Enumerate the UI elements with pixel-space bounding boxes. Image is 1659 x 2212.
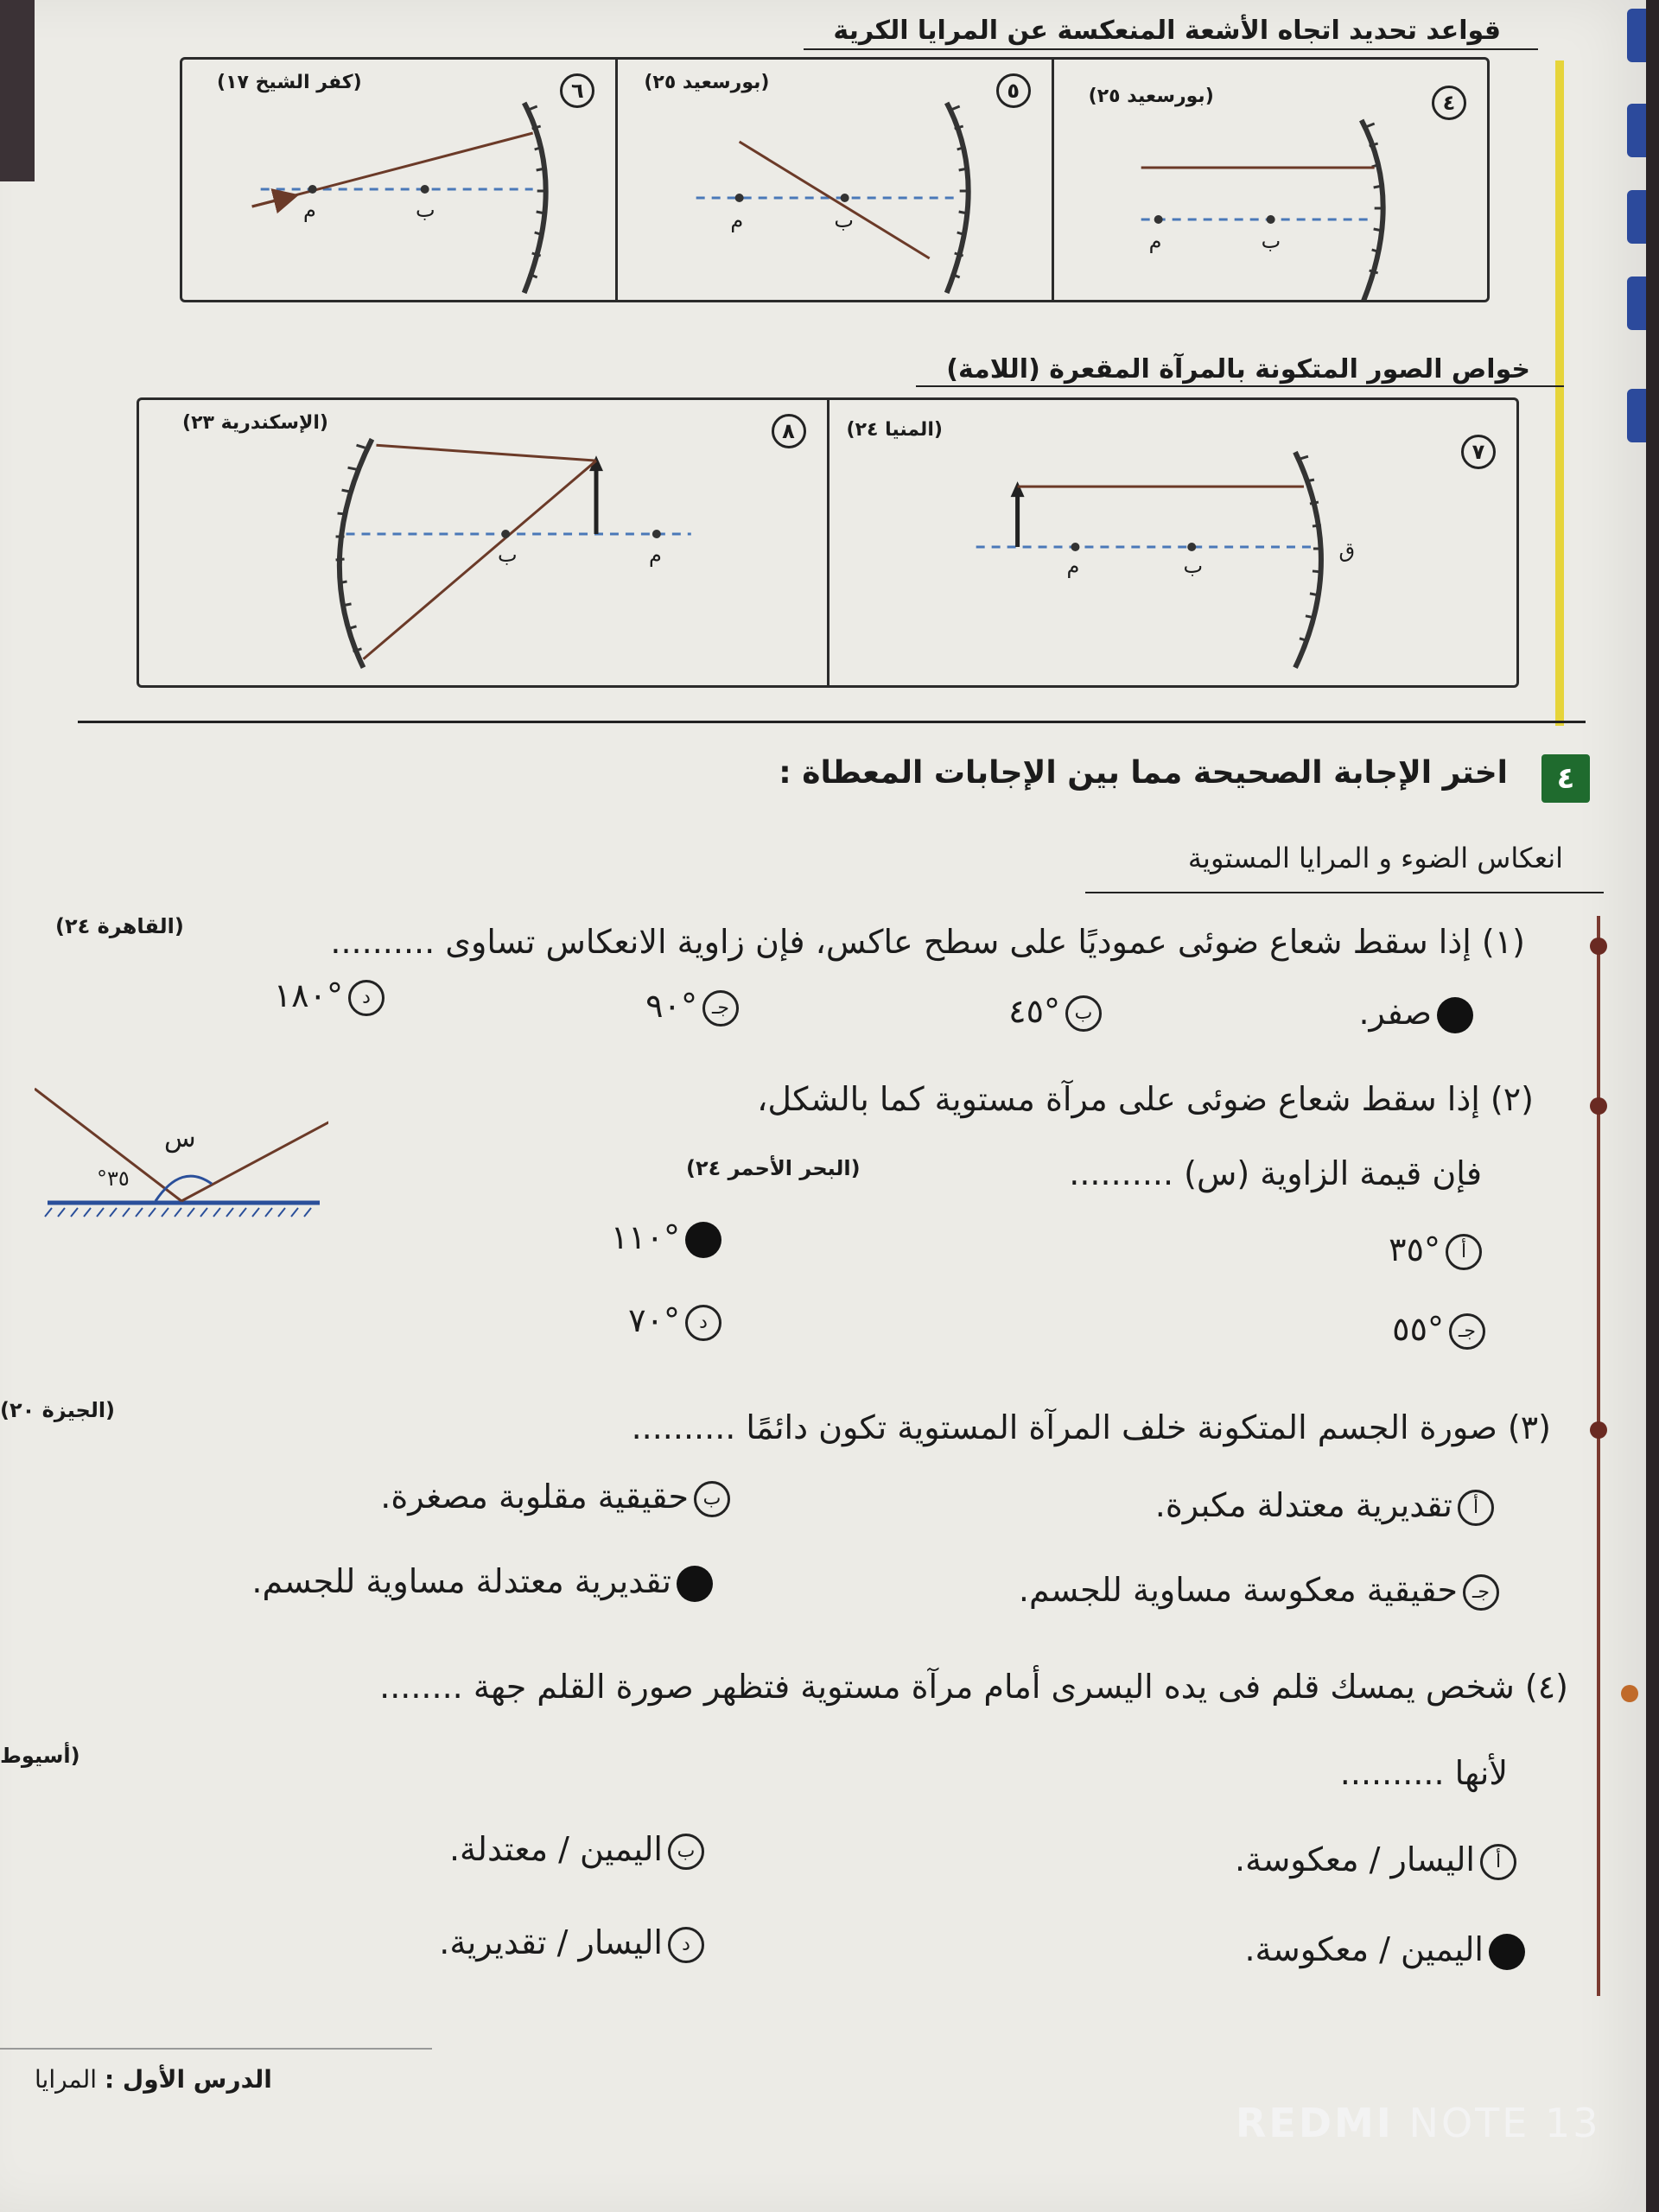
spiral-binding	[1627, 389, 1646, 442]
question-2-text: (٢) إذا سقط شعاع ضوئى على مرآة مستوية كما بالشكل،	[757, 1080, 1534, 1118]
camera-watermark: REDMI NOTE 13	[1236, 2100, 1601, 2146]
selected-mark-icon	[685, 1222, 721, 1258]
point-label: ب	[498, 543, 518, 567]
option-letter: أ	[1480, 1844, 1516, 1880]
q3-option-b[interactable]: بحقيقية مقلوبة مصغرة.	[380, 1478, 730, 1517]
q2-option-c[interactable]: جـ°٥٥	[1392, 1310, 1485, 1350]
q2-option-d[interactable]: د°٧٠	[628, 1301, 721, 1341]
divider	[916, 385, 1564, 387]
q3-option-a[interactable]: أتقديرية معتدلة مكبرة.	[1155, 1486, 1494, 1526]
option-letter: د	[685, 1305, 721, 1341]
panel-number: ٥	[996, 73, 1031, 108]
concave-mirror-diagram	[618, 60, 1051, 300]
point-label: م	[649, 543, 662, 567]
concave-mirror-diagram	[139, 400, 827, 685]
option-letter: د	[348, 980, 385, 1016]
margin-rule	[1597, 916, 1600, 1996]
concave-mirror-diagram	[182, 60, 615, 300]
question-2-source: (البحر الأحمر ٢٤)	[686, 1156, 861, 1180]
divider	[78, 721, 1586, 723]
question-group-number: ٤	[1541, 754, 1590, 803]
point-label: م	[1148, 229, 1162, 253]
option-letter: جـ	[702, 990, 739, 1027]
diagram-panel-7	[827, 400, 1517, 685]
option-letter: جـ	[1463, 1574, 1499, 1611]
q2-option-b[interactable]: °١١٠	[611, 1218, 721, 1258]
q4-option-c[interactable]: اليمين / معكوسة.	[1244, 1930, 1525, 1970]
exam-source: (كفر الشيخ ١٧)	[217, 72, 362, 93]
option-letter: ب	[1065, 995, 1102, 1032]
angle-value: °٣٥	[97, 1166, 130, 1191]
diagram-row-1	[180, 57, 1490, 302]
option-letter: أ	[1446, 1234, 1482, 1270]
margin-highlight	[1555, 60, 1564, 726]
panel-number: ٤	[1432, 86, 1466, 120]
selected-mark-icon	[1489, 1934, 1525, 1970]
exam-source: (الإسكندرية ٢٣)	[182, 412, 328, 434]
section-title: خواص الصور المتكونة بالمرآة المقعرة (اللامة)	[946, 354, 1530, 385]
q4-option-b[interactable]: باليمين / معتدلة.	[449, 1830, 704, 1870]
question-2-text-cont: فإن قيمة الزاوية (س) ..........	[1069, 1154, 1482, 1192]
point-label: ق	[1338, 538, 1356, 563]
topic-subtitle: انعكاس الضوء و المرايا المستوية	[1187, 842, 1563, 874]
spiral-binding	[1627, 9, 1646, 62]
question-bullet	[1590, 1097, 1607, 1115]
exam-source: (بورسعيد ٢٥)	[1088, 86, 1214, 107]
point-label: ب	[834, 208, 854, 232]
point-label: م	[1066, 554, 1080, 578]
exam-source: (المنيا ٢٤)	[846, 419, 943, 441]
point-label: م	[730, 208, 744, 232]
question-bullet	[1590, 1421, 1607, 1439]
question-bullet	[1590, 938, 1607, 955]
q1-option-b[interactable]: ب°٤٥	[1008, 992, 1102, 1032]
option-letter: ب	[668, 1834, 704, 1870]
concave-mirror-diagram	[830, 400, 1517, 685]
angle-label: س	[164, 1123, 196, 1154]
q1-option-d[interactable]: د°١٨٠	[274, 976, 385, 1016]
diagram-panel-6	[182, 60, 615, 300]
selected-mark-icon	[677, 1566, 713, 1602]
spiral-binding	[1627, 190, 1646, 244]
question-4-source: (أسيوط	[0, 1744, 80, 1768]
section-title: قواعد تحديد اتجاه الأشعة المنعكسة عن المرايا الكرية	[833, 16, 1501, 46]
selected-mark-icon	[1437, 997, 1473, 1033]
q4-option-a[interactable]: أاليسار / معكوسة.	[1235, 1840, 1516, 1880]
point-label: م	[303, 198, 316, 222]
q2-option-a[interactable]: أ°٣٥	[1389, 1230, 1482, 1270]
question-4-text: (٤) شخص يمسك قلم فى يده اليسرى أمام مرآة مستوية فتظهر صورة القلم جهة ........	[379, 1668, 1568, 1706]
question-3-source: (الجيزة ٢٠)	[0, 1398, 116, 1422]
question-4-text-cont: لأنها ..........	[1339, 1754, 1508, 1792]
question-1-source: (القاهرة ٢٤)	[55, 914, 184, 938]
question-3-text: (٣) صورة الجسم المتكونة خلف المرآة المستوية تكون دائمًا ..........	[631, 1408, 1551, 1446]
diagram-panel-5	[615, 60, 1051, 300]
question-bullet	[1621, 1685, 1638, 1702]
diagram-panel-4	[1052, 60, 1487, 300]
page-edge-shadow	[0, 0, 35, 181]
option-letter: جـ	[1449, 1313, 1485, 1350]
spiral-binding	[1627, 104, 1646, 157]
option-letter: ب	[694, 1481, 730, 1517]
point-label: ب	[1261, 229, 1281, 253]
divider	[1085, 892, 1604, 893]
q3-option-c[interactable]: جـحقيقية معكوسة مساوية للجسم.	[1019, 1571, 1499, 1611]
point-label: ب	[416, 198, 435, 222]
divider	[804, 48, 1538, 50]
divider	[0, 2048, 432, 2050]
option-letter: أ	[1458, 1490, 1494, 1526]
diagram-panel-8	[139, 400, 827, 685]
q1-option-a[interactable]: صفر.	[1358, 994, 1473, 1033]
diagram-row-2	[137, 397, 1519, 688]
option-letter: د	[668, 1927, 704, 1963]
q4-option-d[interactable]: داليسار / تقديرية.	[439, 1923, 704, 1963]
panel-number: ٨	[772, 414, 806, 448]
spiral-binding	[1627, 276, 1646, 330]
footer-lesson: الدرس الأول : المرايا	[35, 2065, 272, 2094]
q1-option-c[interactable]: جـ°٩٠	[645, 987, 739, 1027]
panel-number: ٦	[560, 73, 594, 108]
panel-number: ٧	[1461, 435, 1496, 469]
point-label: ب	[1183, 554, 1204, 578]
question-1-text: (١) إذا سقط شعاع ضوئى عموديًا على سطح عاكس، فإن زاوية الانعكاس تساوى ..........	[330, 923, 1525, 961]
question-group-title: اختر الإجابة الصحيحة مما بين الإجابات المعطاة :	[779, 755, 1508, 791]
exam-source: (بورسعيد ٢٥)	[644, 72, 770, 93]
q3-option-d[interactable]: تقديرية معتدلة مساوية للجسم.	[251, 1562, 713, 1602]
